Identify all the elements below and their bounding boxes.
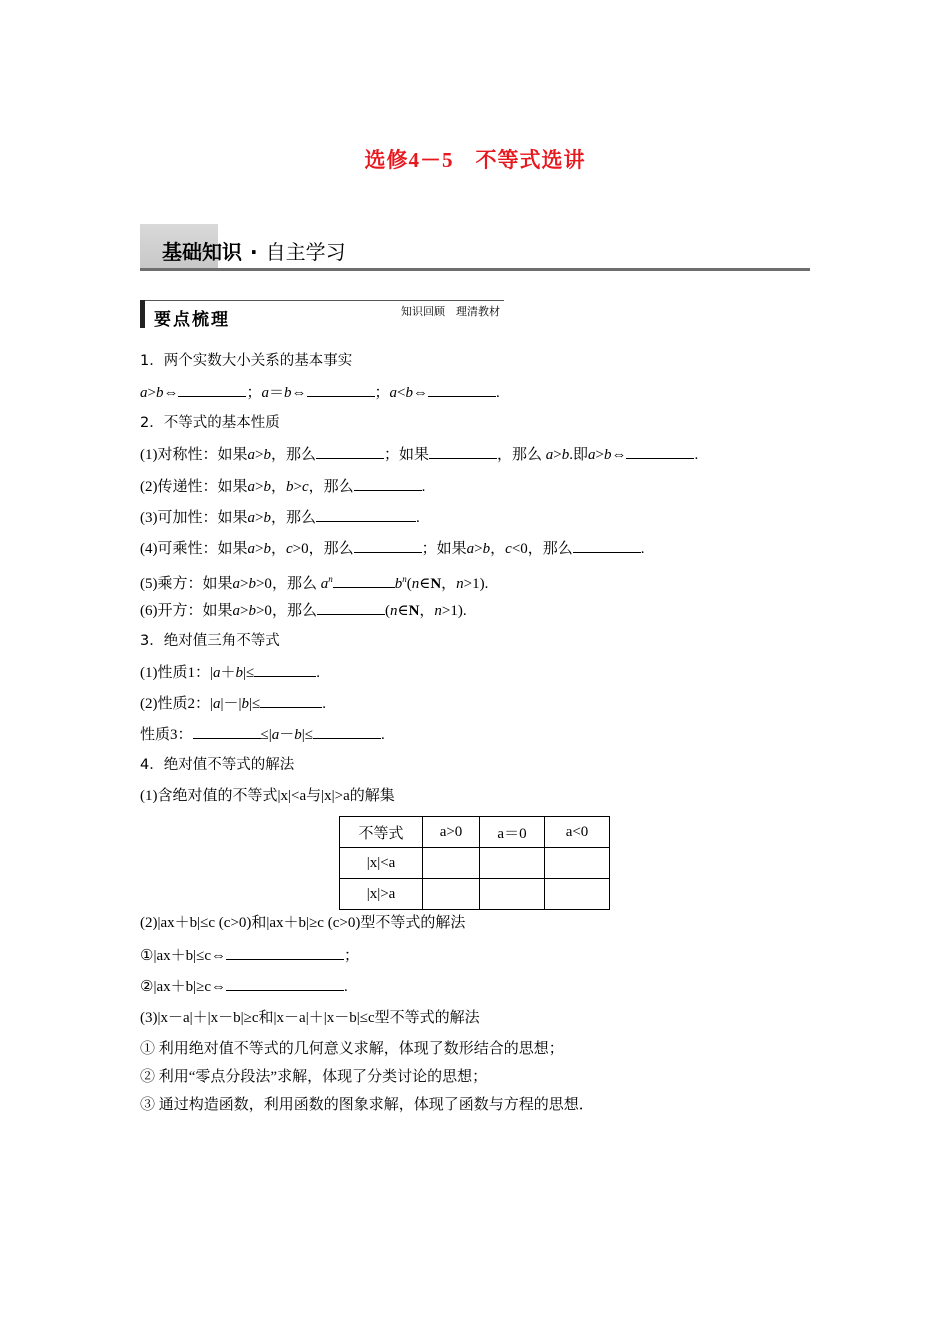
solution-2b: ②|ax＋b|≥c⇔ .	[140, 976, 348, 997]
solution-intro: (1)含绝对值的不等式|x|<a与|x|>a的解集	[140, 788, 395, 804]
property-2: (2)传递性：如果a>b，b>c，那么 .	[140, 476, 425, 497]
solution-2: (2)|ax＋b|≤c (c>0)和|ax＋b|≥c (c>0)型不等式的解法	[140, 915, 466, 931]
method-2: ② 利用“零点分段法”求解，体现了分类讨论的思想；	[140, 1069, 488, 1085]
property-1: (1)对称性：如果a>b，那么 ；如果 ，那么 a>b.即a>b⇔ .	[140, 444, 698, 465]
solution-2a: ①|ax＋b|≤c⇔ ；	[140, 945, 359, 966]
table-cell: a＝0	[480, 817, 545, 848]
triangle-property-1: (1)性质1：|a＋b|≤ .	[140, 662, 320, 683]
triangle-property-2: (2)性质2：|a|－|b|≤ .	[140, 693, 326, 714]
table-cell: a>0	[423, 817, 480, 848]
table-cell: |x|>a	[340, 879, 423, 910]
table-cell	[545, 848, 610, 879]
table-cell: 不等式	[340, 817, 423, 848]
solution-3: (3)|x－a|＋|x－b|≥c和|x－a|＋|x－b|≤c型不等式的解法	[140, 1010, 480, 1026]
property-6: (6)开方：如果a>b>0，那么 (n∈N，n>1).	[140, 600, 467, 621]
page-title: 选修4－5 不等式选讲	[364, 148, 586, 172]
table-cell: |x|<a	[340, 848, 423, 879]
fact-line: a>b⇔ ；a＝b⇔ ；a<b⇔ .	[140, 382, 500, 403]
subsection-note: 知识回顾 理清教材	[401, 305, 500, 318]
section-rule	[140, 268, 810, 271]
heading-2: 2．不等式的基本性质	[140, 415, 280, 431]
method-1: ① 利用绝对值不等式的几何意义求解，体现了数形结合的思想；	[140, 1041, 564, 1057]
heading-4: 4．绝对值不等式的解法	[140, 757, 295, 773]
table-row	[340, 879, 610, 910]
subsection-bar	[140, 300, 145, 328]
method-3: ③ 通过构造函数，利用函数的图象求解，体现了函数与方程的思想．	[140, 1097, 594, 1113]
table-cell	[545, 879, 610, 910]
subsection-label: 要点梳理	[154, 310, 230, 330]
solution-table	[339, 816, 610, 910]
subsection-topline	[140, 300, 504, 301]
section-header-text: 基础知识 · 自主学习	[162, 240, 346, 264]
table-cell: a<0	[545, 817, 610, 848]
section-header	[140, 224, 810, 272]
heading-3: 3．绝对值三角不等式	[140, 633, 280, 649]
table-cell	[423, 879, 480, 910]
table-row	[340, 817, 610, 848]
table-cell	[480, 879, 545, 910]
heading-1: 1．两个实数大小关系的基本事实	[140, 353, 353, 369]
property-3: (3)可加性：如果a>b，那么 .	[140, 507, 420, 528]
table-cell	[423, 848, 480, 879]
property-5: (5)乘方：如果a>b>0，那么 $a^n$ $b^n(n\in N$，n>1).	[140, 574, 489, 592]
table-cell	[480, 848, 545, 879]
property-4: (4)可乘性：如果a>b，c>0，那么 ；如果a>b，c<0，那么 .	[140, 538, 645, 559]
table-row	[340, 848, 610, 879]
triangle-property-3: 性质3： ≤|a－b|≤ .	[140, 724, 385, 745]
subsection-header	[140, 300, 504, 330]
